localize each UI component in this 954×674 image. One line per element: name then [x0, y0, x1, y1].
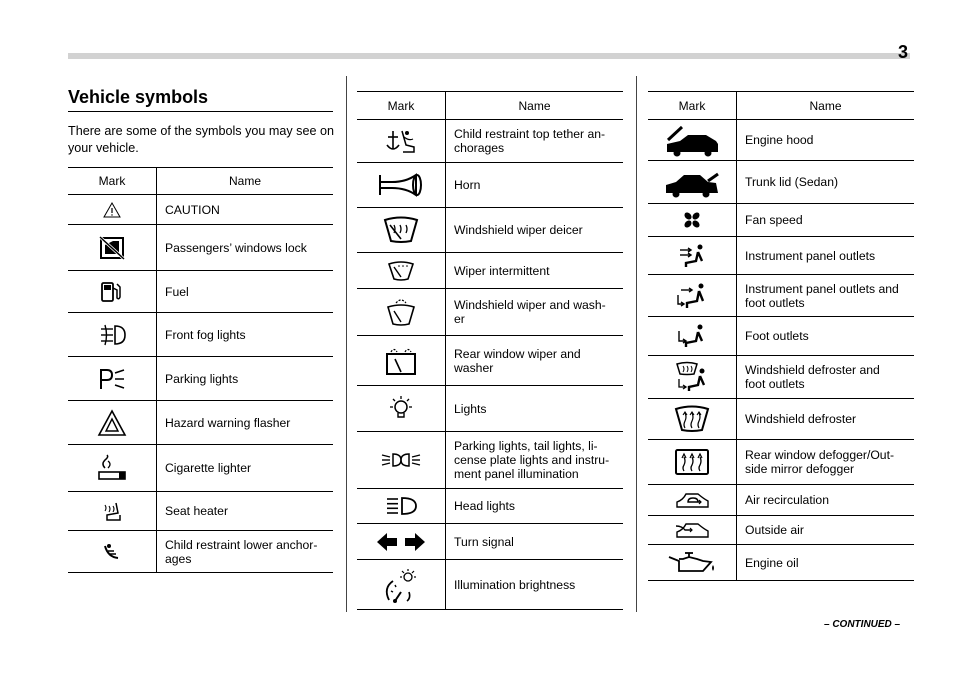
instrument-panel-outlets-icon: [676, 243, 708, 269]
symbol-mark: [357, 253, 446, 289]
symbol-name: Outside air: [737, 516, 915, 545]
mark-header: Mark: [68, 168, 157, 195]
symbol-mark: [357, 524, 446, 560]
symbol-mark: [648, 161, 737, 204]
engine-hood-icon: [664, 124, 720, 156]
symbol-mark: [357, 163, 446, 208]
header-rule: [68, 53, 910, 59]
page-number: 3: [898, 42, 909, 62]
symbol-name: Fuel: [157, 271, 334, 313]
continued-label: – CONTINUED –: [824, 619, 901, 630]
mark-header: Mark: [648, 92, 737, 120]
symbol-name: Parking lights: [157, 357, 334, 401]
symbol-mark: [357, 289, 446, 336]
front-fog-lights-icon: [97, 323, 127, 347]
symbol-mark: [68, 445, 157, 492]
symbol-name: Rear window defogger/Out- side mirror defogger: [737, 440, 915, 485]
fan-speed-icon: [683, 211, 701, 229]
symbol-name: Hazard warning flasher: [157, 401, 334, 445]
symbol-mark: [68, 401, 157, 445]
symbol-mark: [648, 440, 737, 485]
symbol-mark: [357, 120, 446, 163]
symbol-mark: [357, 560, 446, 610]
symbol-mark: [68, 313, 157, 357]
symbol-mark: [68, 195, 157, 225]
symbol-mark: [648, 516, 737, 545]
title-rule: [68, 111, 333, 112]
symbol-mark: [648, 204, 737, 237]
passengers-windows-lock-icon: [99, 236, 125, 260]
windshield-wiper-washer-icon: [386, 297, 416, 327]
engine-oil-icon: [667, 551, 717, 575]
symbol-name: Seat heater: [157, 492, 334, 531]
name-header: Name: [157, 168, 334, 195]
symbol-name: Windshield wiper and wash- er: [446, 289, 624, 336]
cigarette-lighter-icon: [97, 454, 127, 482]
symbols-table-2: [357, 91, 623, 610]
horn-icon: [378, 171, 424, 199]
symbol-name: Rear window wiper and washer: [446, 336, 624, 386]
child-restraint-lower-anchorage-icon: [102, 543, 122, 561]
symbol-name: Cigarette lighter: [157, 445, 334, 492]
hazard-warning-icon: [98, 410, 126, 436]
symbol-mark: [68, 492, 157, 531]
symbol-name: Parking lights, tail lights, li- cense plate lights and instru- ment panel illumination: [446, 432, 624, 489]
symbol-name: Air recirculation: [737, 485, 915, 516]
symbol-name: Windshield wiper deicer: [446, 208, 624, 253]
symbol-name: Turn signal: [446, 524, 624, 560]
symbol-mark: [648, 485, 737, 516]
symbol-mark: [648, 399, 737, 440]
symbols-table-3: [648, 91, 914, 581]
symbol-name: Child restraint top tether an- chorages: [446, 120, 624, 163]
symbol-name: Engine hood: [737, 120, 915, 161]
mark-header: Mark: [357, 92, 446, 120]
parking-lights-icon: [98, 367, 126, 391]
column-divider: [636, 76, 637, 612]
symbol-mark: [357, 386, 446, 432]
symbol-name: Lights: [446, 386, 624, 432]
child-restraint-top-tether-icon: [385, 127, 417, 155]
symbol-name: Foot outlets: [737, 317, 915, 356]
symbol-name: Horn: [446, 163, 624, 208]
symbol-mark: [357, 208, 446, 253]
symbol-name: Illumination brightness: [446, 560, 624, 610]
symbol-mark: [648, 545, 737, 581]
symbol-name: Windshield defroster and foot outlets: [737, 356, 915, 399]
windshield-defroster-icon: [674, 405, 710, 433]
symbol-mark: [68, 531, 157, 573]
head-lights-icon: [384, 496, 418, 516]
symbol-name: Windshield defroster: [737, 399, 915, 440]
seat-heater-icon: [101, 501, 123, 521]
symbol-name: Instrument panel outlets: [737, 237, 915, 275]
instrument-panel-foot-outlets-icon: [675, 282, 709, 310]
symbol-mark: [357, 336, 446, 386]
symbol-name: Instrument panel outlets and foot outlets: [737, 275, 915, 317]
symbol-mark: [68, 225, 157, 271]
symbol-mark: [68, 357, 157, 401]
windshield-defroster-foot-icon: [675, 361, 709, 393]
symbols-table-1: [68, 167, 333, 573]
windshield-wiper-deicer-icon: [383, 216, 419, 244]
caution-icon: [103, 202, 121, 218]
name-header: Name: [737, 92, 915, 120]
outside-air-icon: [674, 521, 710, 539]
symbol-mark: [648, 275, 737, 317]
name-header: Name: [446, 92, 624, 120]
intro-text: There are some of the symbols you may see on your vehicle.: [68, 124, 334, 155]
turn-signal-icon: [376, 532, 426, 552]
rear-wiper-washer-icon: [384, 346, 418, 376]
fuel-icon: [99, 280, 125, 304]
foot-outlets-icon: [676, 323, 708, 349]
trunk-lid-icon: [664, 167, 720, 197]
air-recirculation-icon: [674, 491, 710, 509]
symbol-name: Engine oil: [737, 545, 915, 581]
lights-icon: [386, 395, 416, 423]
column-divider: [346, 76, 347, 612]
symbol-mark: [648, 356, 737, 399]
symbol-name: Child restraint lower anchor- ages: [157, 531, 334, 573]
symbol-mark: [648, 237, 737, 275]
wiper-intermittent-icon: [388, 261, 414, 281]
symbol-name: Passengers’ windows lock: [157, 225, 334, 271]
symbol-mark: [68, 271, 157, 313]
symbol-name: Front fog lights: [157, 313, 334, 357]
symbol-name: CAUTION: [157, 195, 334, 225]
symbol-mark: [357, 489, 446, 524]
symbol-name: Wiper intermittent: [446, 253, 624, 289]
parking-tail-lights-icon: [381, 452, 421, 468]
symbol-mark: [648, 120, 737, 161]
section-title: Vehicle symbols: [68, 87, 209, 107]
symbol-mark: [648, 317, 737, 356]
rear-defogger-icon: [674, 448, 710, 476]
symbol-mark: [357, 432, 446, 489]
symbol-name: Trunk lid (Sedan): [737, 161, 915, 204]
symbol-name: Fan speed: [737, 204, 915, 237]
illumination-brightness-icon: [383, 568, 419, 602]
symbol-name: Head lights: [446, 489, 624, 524]
